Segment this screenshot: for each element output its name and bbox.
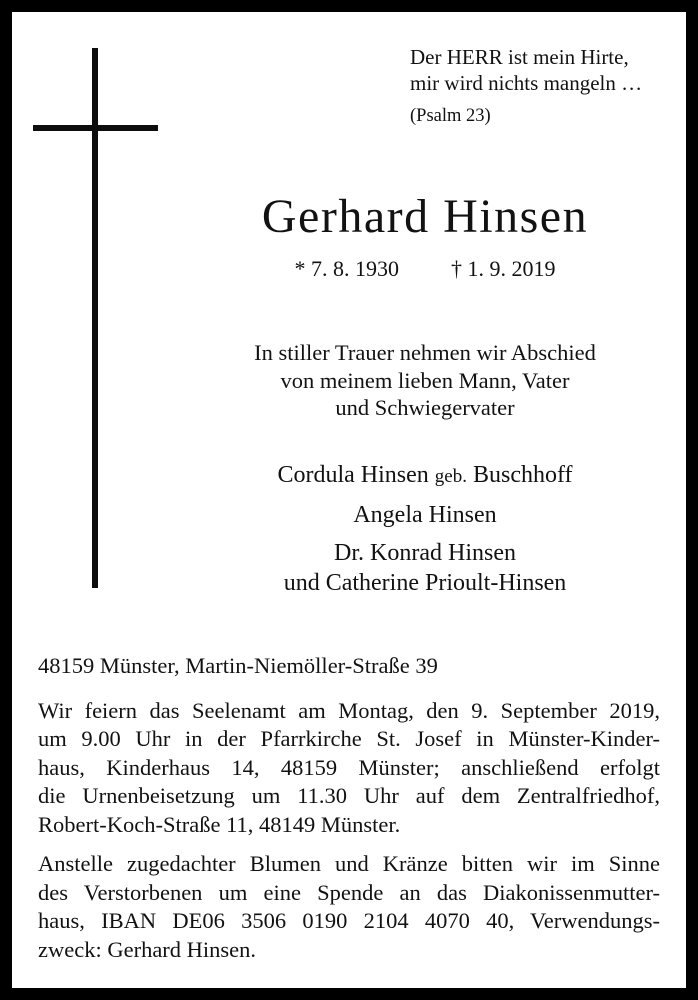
- service-line-2: um 9.00 Uhr in der Pfarrkirche St. Josef in Münster-Kinder-: [38, 726, 660, 751]
- donation-paragraph: [38, 850, 660, 964]
- tribute-line-1: In stiller Trauer nehmen wir Abschied: [254, 340, 596, 365]
- mourners-list: [165, 460, 685, 598]
- service-paragraph: [38, 697, 660, 840]
- tribute-line-2: von meinem lieben Mann, Vater: [280, 367, 570, 393]
- service-line-3: haus, Kinderhaus 14, 48159 Münster; anschließend erfolgt: [38, 754, 660, 780]
- deceased-name: Gerhard Hinsen: [261, 190, 589, 243]
- life-dates: [165, 256, 685, 282]
- maiden-name-label: geb.: [434, 465, 467, 487]
- service-line-1: Wir feiern das Seelenamt am Montag, den 9. September 2019,: [38, 697, 660, 723]
- donation-line-1: Anstelle zugedachter Blumen und Kränze bitten wir im Sinne: [38, 851, 660, 876]
- quote-source: (Psalm 23): [410, 106, 491, 126]
- details-column: [38, 652, 660, 975]
- mourner-entry-son-and-wife: [165, 538, 685, 598]
- birth-date: * 7. 8. 1930: [294, 256, 399, 281]
- maiden-name: Buschhoff: [472, 461, 573, 488]
- mourner-name-line-2: und Catherine Prioult-Hinsen: [283, 569, 567, 596]
- donation-line-3: haus, IBAN DE06 3506 0190 2104 4070 40, Verwendungs-: [38, 908, 660, 933]
- cross-horizontal-bar: [33, 125, 158, 131]
- donation-line-2: des Verstorbenen um eine Spende an das Diakonissenmutter-: [38, 879, 660, 905]
- tribute-line-3: und Schwiegervater: [335, 395, 515, 420]
- mourner-entry-wife: [165, 460, 685, 492]
- mourner-entry-daughter: Angela Hinsen: [353, 501, 497, 528]
- quote-line-2: mir wird nichts mangeln …: [410, 71, 643, 95]
- tribute-text: [165, 339, 685, 422]
- mourner-name-line-1: Dr. Konrad Hinsen: [334, 539, 516, 566]
- quote-line-1: Der HERR ist mein Hirte,: [410, 45, 629, 69]
- service-line-5: Robert-Koch-Straße 11, 48149 Münster.: [38, 811, 401, 837]
- service-line-4: die Urnenbeisetzung um 11.30 Uhr auf dem Zentralfriedhof,: [38, 783, 660, 808]
- scripture-quote: [410, 44, 672, 129]
- donation-line-4: zweck: Gerhard Hinsen.: [38, 936, 257, 962]
- announcement-column: [165, 190, 685, 598]
- death-date: † 1. 9. 2019: [451, 256, 556, 281]
- home-address: 48159 Münster, Martin-Niemöller-Straße 39: [38, 653, 438, 678]
- mourner-name: Cordula Hinsen: [277, 461, 429, 488]
